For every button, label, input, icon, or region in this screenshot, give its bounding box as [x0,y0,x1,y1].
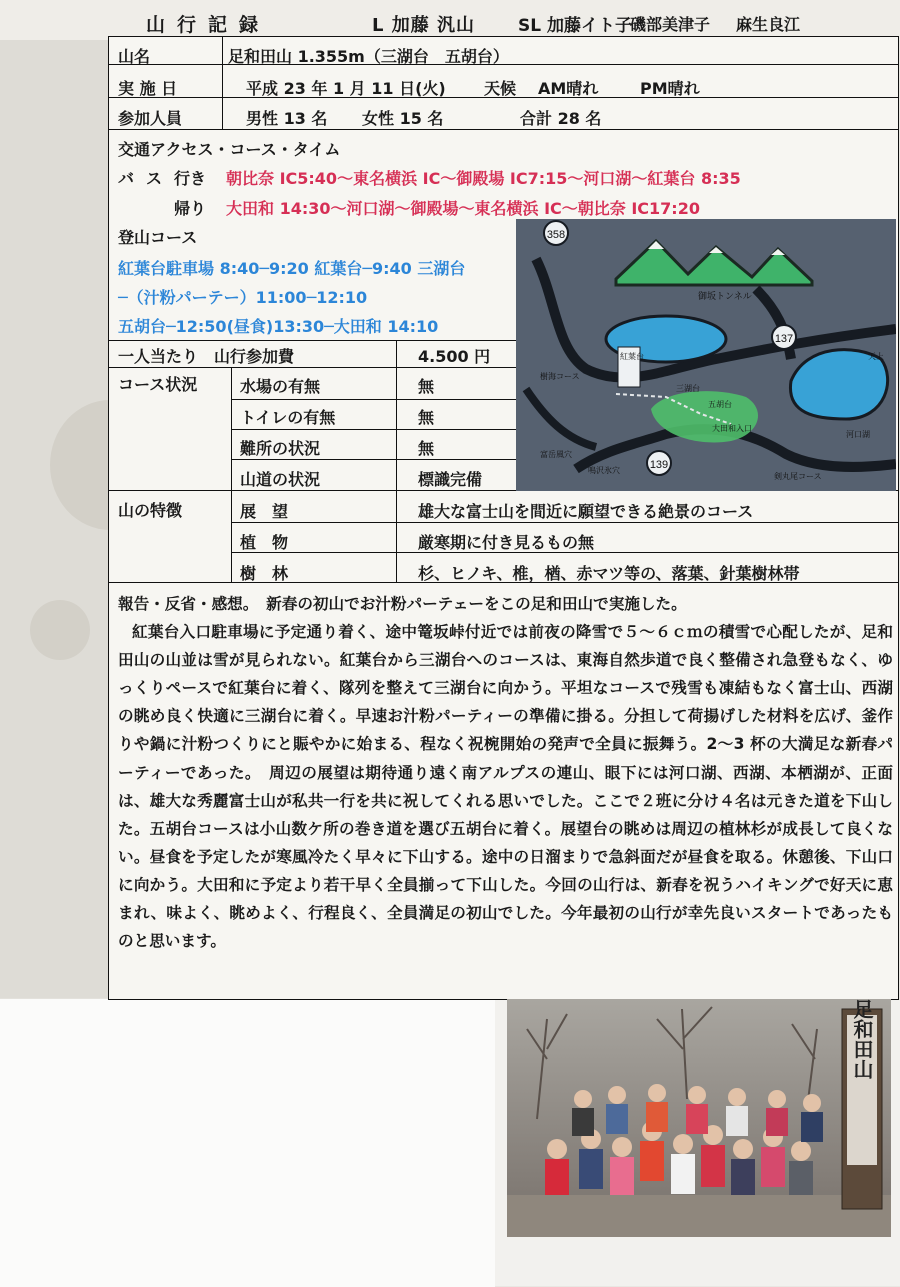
participants-label: 参加人員 [118,109,183,128]
bus-return-label: 帰り [174,199,207,218]
row-divider [231,429,517,430]
conditions-label: コース状況 [118,375,198,394]
row-divider [231,459,517,460]
access-heading: 交通アクセス・コース・タイム [118,140,341,159]
showthrough-circle [30,600,90,660]
bus-go-label: 行き [174,169,207,188]
member-name: 麻生良江 [736,15,801,34]
svg-text:139: 139 [649,459,669,471]
svg-text:富岳風穴: 富岳風穴 [540,450,572,459]
female-count: 女性 15 名 [362,109,444,128]
svg-text:鳴沢氷穴: 鳴沢氷穴 [588,466,620,475]
fee-value: 4.500 円 [418,347,491,366]
male-count: 男性 13 名 [246,109,328,128]
svg-text:紅葉台: 紅葉台 [620,352,644,361]
row-divider [109,367,517,368]
condition-value: 無 [418,377,435,396]
column-divider [231,367,232,582]
feature-value: 杉、ヒノキ、椎，楢、赤マツ等の、落葉、針葉樹林帯 [418,564,800,583]
bus-return-route: 大田和 14:30～河口湖～御殿場～東名横浜 IC～朝比奈 IC17:20 [226,199,700,218]
report-section [118,590,893,955]
weather-am: AM晴れ [538,79,599,98]
row-divider [231,522,898,523]
condition-value: 無 [418,439,435,458]
svg-text:御坂トンネル: 御坂トンネル [698,292,752,302]
fee-label: 一人当たり 山行参加費 [118,347,295,366]
member-name: 磯部美津子 [630,15,711,34]
svg-text:河口湖: 河口湖 [846,430,870,439]
total-count: 合計 28 名 [520,109,602,128]
report-lead: 報告・反省・感想。 新春の初山でお汁粉パーテェーをこの足和田山で実施した。 [118,595,687,613]
leader-name: L 加藤 汎山 [372,15,476,36]
svg-text:三湖台: 三湖台 [676,384,700,393]
record-title: 山行記録 [146,14,271,36]
condition-item: トイレの有無 [240,408,336,427]
svg-text:358: 358 [546,229,566,241]
weather-label: 天候 [484,79,517,98]
feature-value: 雄大な富士山を間近に願望できる絶景のコース [418,502,754,521]
date-value: 平成 23 年 1 月 11 日(火) [246,79,446,98]
route-map [516,219,896,491]
report-body: 紅葉台入口駐車場に予定通り着く、途中篭坂峠付近では前夜の降雪で５～６ｃｍの積雪で心配したが、足和田山の山並は雪が見られない。紅葉台から三湖台へのコースは、東海自然歩道で良く整備され急登もなく、ゆっくりペースで紅葉台に着く、隊列を整えて三湖台に向かう。平坦なコースで残雪も凍結もなく富士山、西湖の眺め良く快適に三湖台に着く。早速お汁粉パーティーの準備に掛る。分担して荷揚げした材料を広げ、釜作りや鍋に汁粉つくりにと賑やかに始まる、程なく祝椀開始の発声で全員に振舞う。2～3 杯の大満足な新春パーティーであった。 周辺の展望は期待通り遠く南アルプスの連山、眼下には河口湖、西湖、本栖湖が、正面は、雄大な秀麗富士山が私共一行を共に祝してくれる思いでした。ここで２班に分け４名は元きた道を下山した。五胡台コースは小山数ケ所の巻き道を選び五胡台に着く。展望台の眺めは周辺の植林杉が成長して良くない。昼食を予定したが寒風冷たく早々に下山する。途中の日溜まりで急斜面だが昼食を取る。休憩後、下山口に向かう。大田和に予定より若干早く全員揃って下山した。今回の山行は、新春を祝うハイキングで好天に恵まれ、味よく、眺めよく、行程良く、全員満足の初山でした。今年最初の山行が幸先良いスタートであったものと思います。 [118,623,893,951]
weather-pm: PM晴れ [640,79,700,98]
bus-go-route: 朝比奈 IC5:40～東名横浜 IC～御殿場 IC7:15～河口湖～紅葉台 8:35 [226,169,741,188]
bus-label: バス [118,169,175,188]
svg-text:137: 137 [774,333,794,345]
course-line: 五胡台─12:50(昼食)13:30─大田和 14:10 [118,317,439,336]
features-label: 山の特徴 [118,501,183,520]
blank-patch [0,998,495,1287]
feature-item: 植 物 [240,533,289,552]
sub-leader-name: SL 加藤イト子 [518,16,632,36]
left-margin-showthrough [0,40,110,1000]
feature-item: 樹 林 [240,564,289,583]
signpost-text: 足和田山 [850,999,874,1079]
record-header [0,0,900,40]
condition-item: 山道の状況 [240,470,321,489]
svg-text:樹海コース: 樹海コース [540,372,580,381]
date-label: 実 施 日 [118,79,178,98]
course-label: 登山コース [118,228,198,247]
condition-item: 難所の状況 [240,439,321,458]
svg-text:五胡台: 五胡台 [708,400,732,409]
condition-value: 無 [418,408,435,427]
mountain-name: 足和田山 1.355m（三湖台 五胡台） [228,47,509,66]
row-divider [109,340,517,341]
column-divider [396,340,397,582]
condition-value: 標識完備 [418,470,483,489]
course-line: 紅葉台駐車場 8:40─9:20 紅葉台─9:40 三湖台 [118,259,466,278]
mountain-label: 山名 [118,47,151,66]
svg-text:剣丸尾コース: 剣丸尾コース [774,472,822,481]
group-photo [507,999,891,1237]
row-divider [109,129,898,130]
feature-item: 展 望 [240,502,289,521]
column-divider [222,37,223,130]
condition-item: 水場の有無 [240,377,321,396]
svg-text:大田和入口: 大田和入口 [712,424,752,433]
course-line: ─（汁粉パーテー）11:00─12:10 [118,288,368,307]
row-divider [231,399,517,400]
feature-value: 厳寒期に付き見るもの無 [418,533,595,552]
svg-text:天上: 天上 [868,352,884,361]
